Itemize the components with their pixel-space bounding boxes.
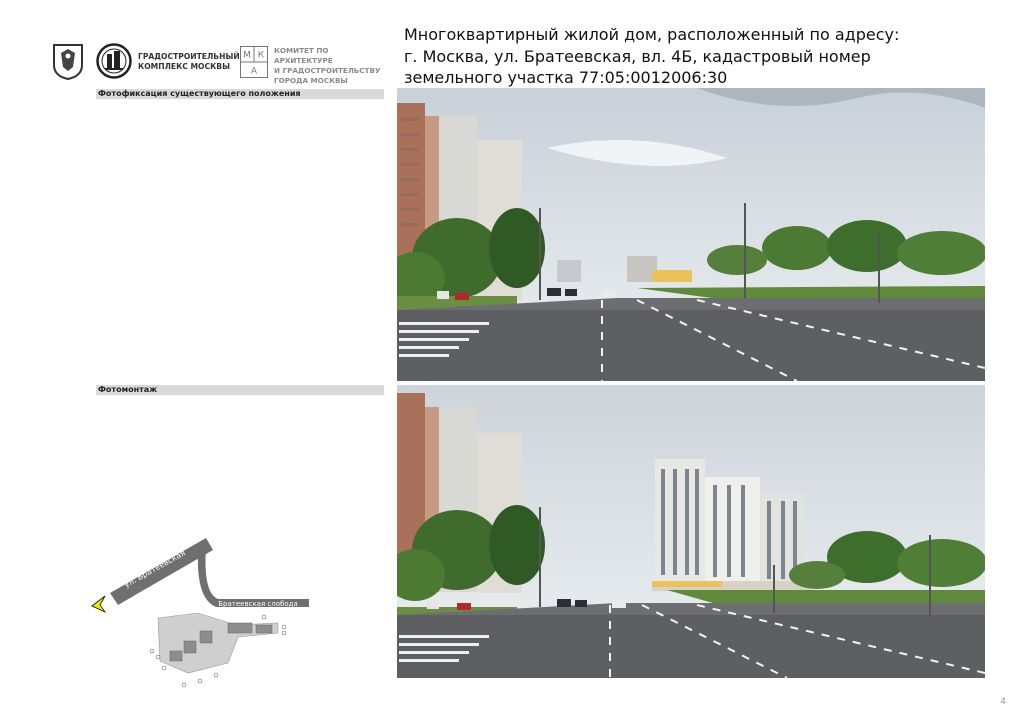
mka-letter-m: М (243, 50, 251, 61)
title-line-1: Многоквартирный жилой дом, расположенный по адресу: (404, 25, 900, 44)
moscow-coat-of-arms-icon (52, 43, 84, 80)
mka-letter-k: К (257, 50, 265, 61)
viewpoint-arrow-icon (92, 596, 105, 612)
plan-site-area (158, 613, 278, 673)
grad-text (138, 52, 240, 72)
grad-text-line-2: КОМПЛЕКС МОСКВЫ (138, 62, 230, 71)
gradostroitelny-kompleks-icon (96, 43, 132, 79)
page-number: 4 (1000, 697, 1006, 707)
plan-road-side (198, 548, 309, 607)
section-label-existing: Фотофиксация существующего положения (96, 89, 384, 99)
plan-street-main: ул. Братеевская (122, 548, 187, 590)
section-label-montage: Фотомонтаж (96, 385, 384, 395)
document-title (404, 24, 984, 89)
photo-montage (397, 385, 985, 678)
mka-letter-a: А (250, 66, 258, 77)
mka-text (274, 46, 384, 86)
mka-logo-icon (240, 46, 268, 78)
title-line-2: г. Москва, ул. Братеевская, вл. 4Б, кадастровый номер (404, 46, 871, 66)
mka-text-line-2: И ГРАДОСТРОИТЕЛЬСТВУ (274, 66, 381, 75)
plan-street-side: Братеевская слобода (218, 600, 298, 608)
plan-road-main (110, 538, 213, 605)
site-plan (88, 533, 314, 693)
mka-text-line-3: ГОРОДА МОСКВЫ (274, 76, 348, 85)
grad-text-line-1: ГРАДОСТРОИТЕЛЬНЫЙ (138, 52, 240, 61)
title-line-3: земельного участка 77:05:0012006:30 (404, 68, 728, 87)
mka-text-line-1: КОМИТЕТ ПО АРХИТЕКТУРЕ (274, 46, 333, 65)
photo-existing (397, 88, 985, 381)
